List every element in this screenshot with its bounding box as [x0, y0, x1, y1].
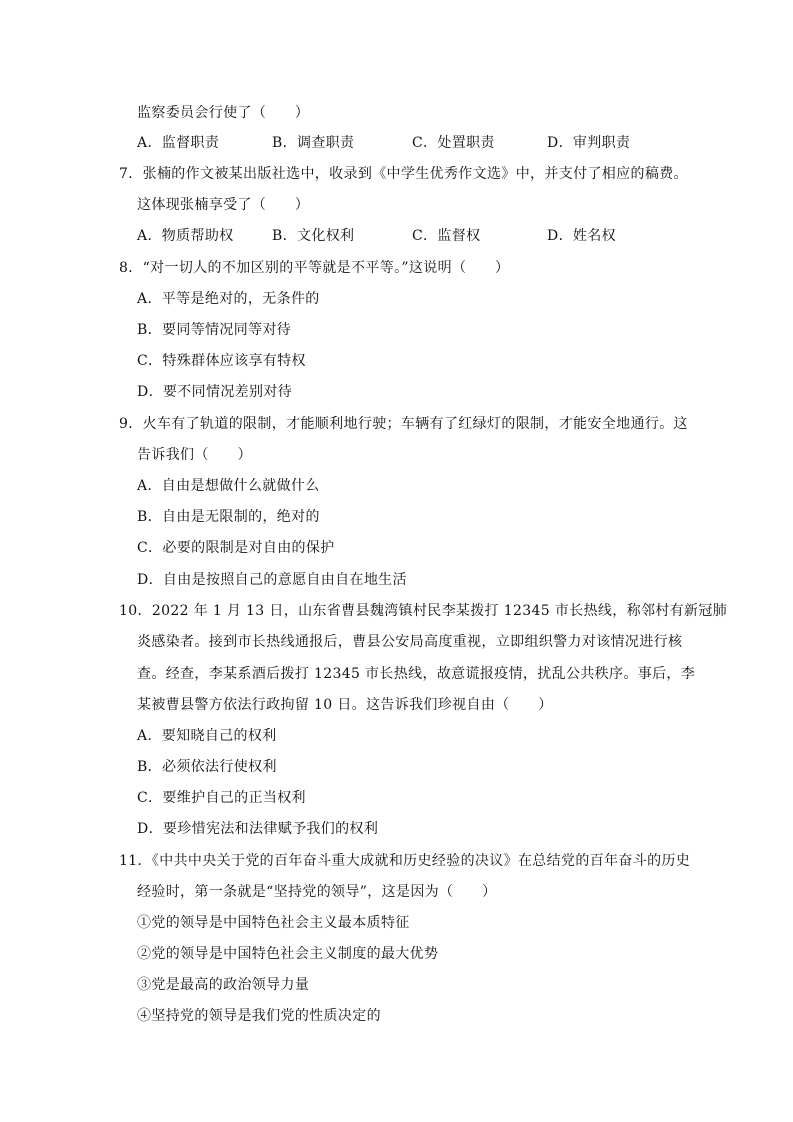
q9-option-c: C．必要的限制是对自由的保护 — [137, 540, 335, 556]
q11-stem-line-2: 经验时，第一条就是“坚持党的领导”，这是因为（ ） — [137, 884, 497, 900]
q10-stem-line-4: 某被曹县警方依法行政拘留 10 日。这告诉我们珍视自由（ ） — [137, 697, 553, 713]
q8-option-c: C．特殊群体应该享有特权 — [137, 353, 306, 369]
q8-option-b: B．要同等情况同等对待 — [137, 322, 292, 338]
q6-stem-continuation: 监察委员会行使了（ ） — [137, 105, 310, 121]
q10-stem-line-3: 查。经查，李某系酒后拨打 12345 市长热线，故意谎报疫情，扰乱公共秩序。事后，李 — [137, 666, 696, 682]
q11-item-4: ④坚持党的领导是我们党的性质决定的 — [137, 1008, 381, 1024]
q11-item-1: ①党的领导是中国特色社会主义最本质特征 — [137, 915, 410, 931]
q7-stem-line-2: 这体现张楠享受了（ ） — [137, 197, 310, 213]
q9-stem-line-1: 9．火车有了轨道的限制，才能顺利地行驶；车辆有了红绿灯的限制，才能安全地通行。这 — [119, 416, 688, 432]
q9-option-b: B．自由是无限制的，绝对的 — [137, 509, 320, 525]
q11-stem-line-1: 11．《中共中央关于党的百年奋斗重大成就和历史经验的决议》在总结党的百年奋斗的历史 — [119, 853, 691, 869]
q6-option-d: D．审判职责 — [547, 135, 631, 151]
q10-option-a: A．要知晓自己的权利 — [137, 728, 277, 744]
q10-option-b: B．必须依法行使权利 — [137, 759, 277, 775]
q6-option-b: B．调查职责 — [272, 135, 355, 151]
q8-option-a: A．平等是绝对的，无条件的 — [137, 291, 320, 307]
q9-option-a: A．自由是想做什么就做什么 — [137, 478, 320, 494]
q10-option-d: D．要珍惜宪法和法律赋予我们的权利 — [137, 821, 379, 837]
q9-option-d: D．自由是按照自己的意愿自由自在地生活 — [137, 572, 407, 588]
q8-option-d: D．要不同情况差别对待 — [137, 384, 293, 400]
q11-item-3: ③党是最高的政治领导力量 — [137, 977, 310, 993]
q7-option-c: C．监督权 — [412, 228, 481, 244]
q10-stem-line-2: 炎感染者。接到市长热线通报后，曹县公安局高度重视，立即组织警力对该情况进行核 — [137, 634, 683, 650]
q11-item-2: ②党的领导是中国特色社会主义制度的最大优势 — [137, 946, 439, 962]
q10-option-c: C．要维护自己的正当权利 — [137, 790, 306, 806]
q7-option-a: A．物质帮助权 — [137, 228, 234, 244]
q7-stem-line-1: 7．张楠的作文被某出版社选中，收录到《中学生优秀作文选》中，并支付了相应的稿费。 — [119, 166, 688, 182]
q7-option-b: B．文化权利 — [272, 228, 355, 244]
q9-stem-line-2: 告诉我们（ ） — [137, 447, 252, 463]
q6-option-c: C．处置职责 — [412, 135, 495, 151]
q8-stem: 8．“对一切人的不加区别的平等就是不平等。”这说明（ ） — [119, 260, 510, 276]
q10-stem-line-1: 10．2022 年 1 月 13 日，山东省曹县魏湾镇村民李某拨打 12345 市长热线，称邻村有新冠肺 — [119, 603, 728, 619]
q6-option-a: A．监督职责 — [137, 135, 220, 151]
q7-option-d: D．姓名权 — [547, 228, 616, 244]
